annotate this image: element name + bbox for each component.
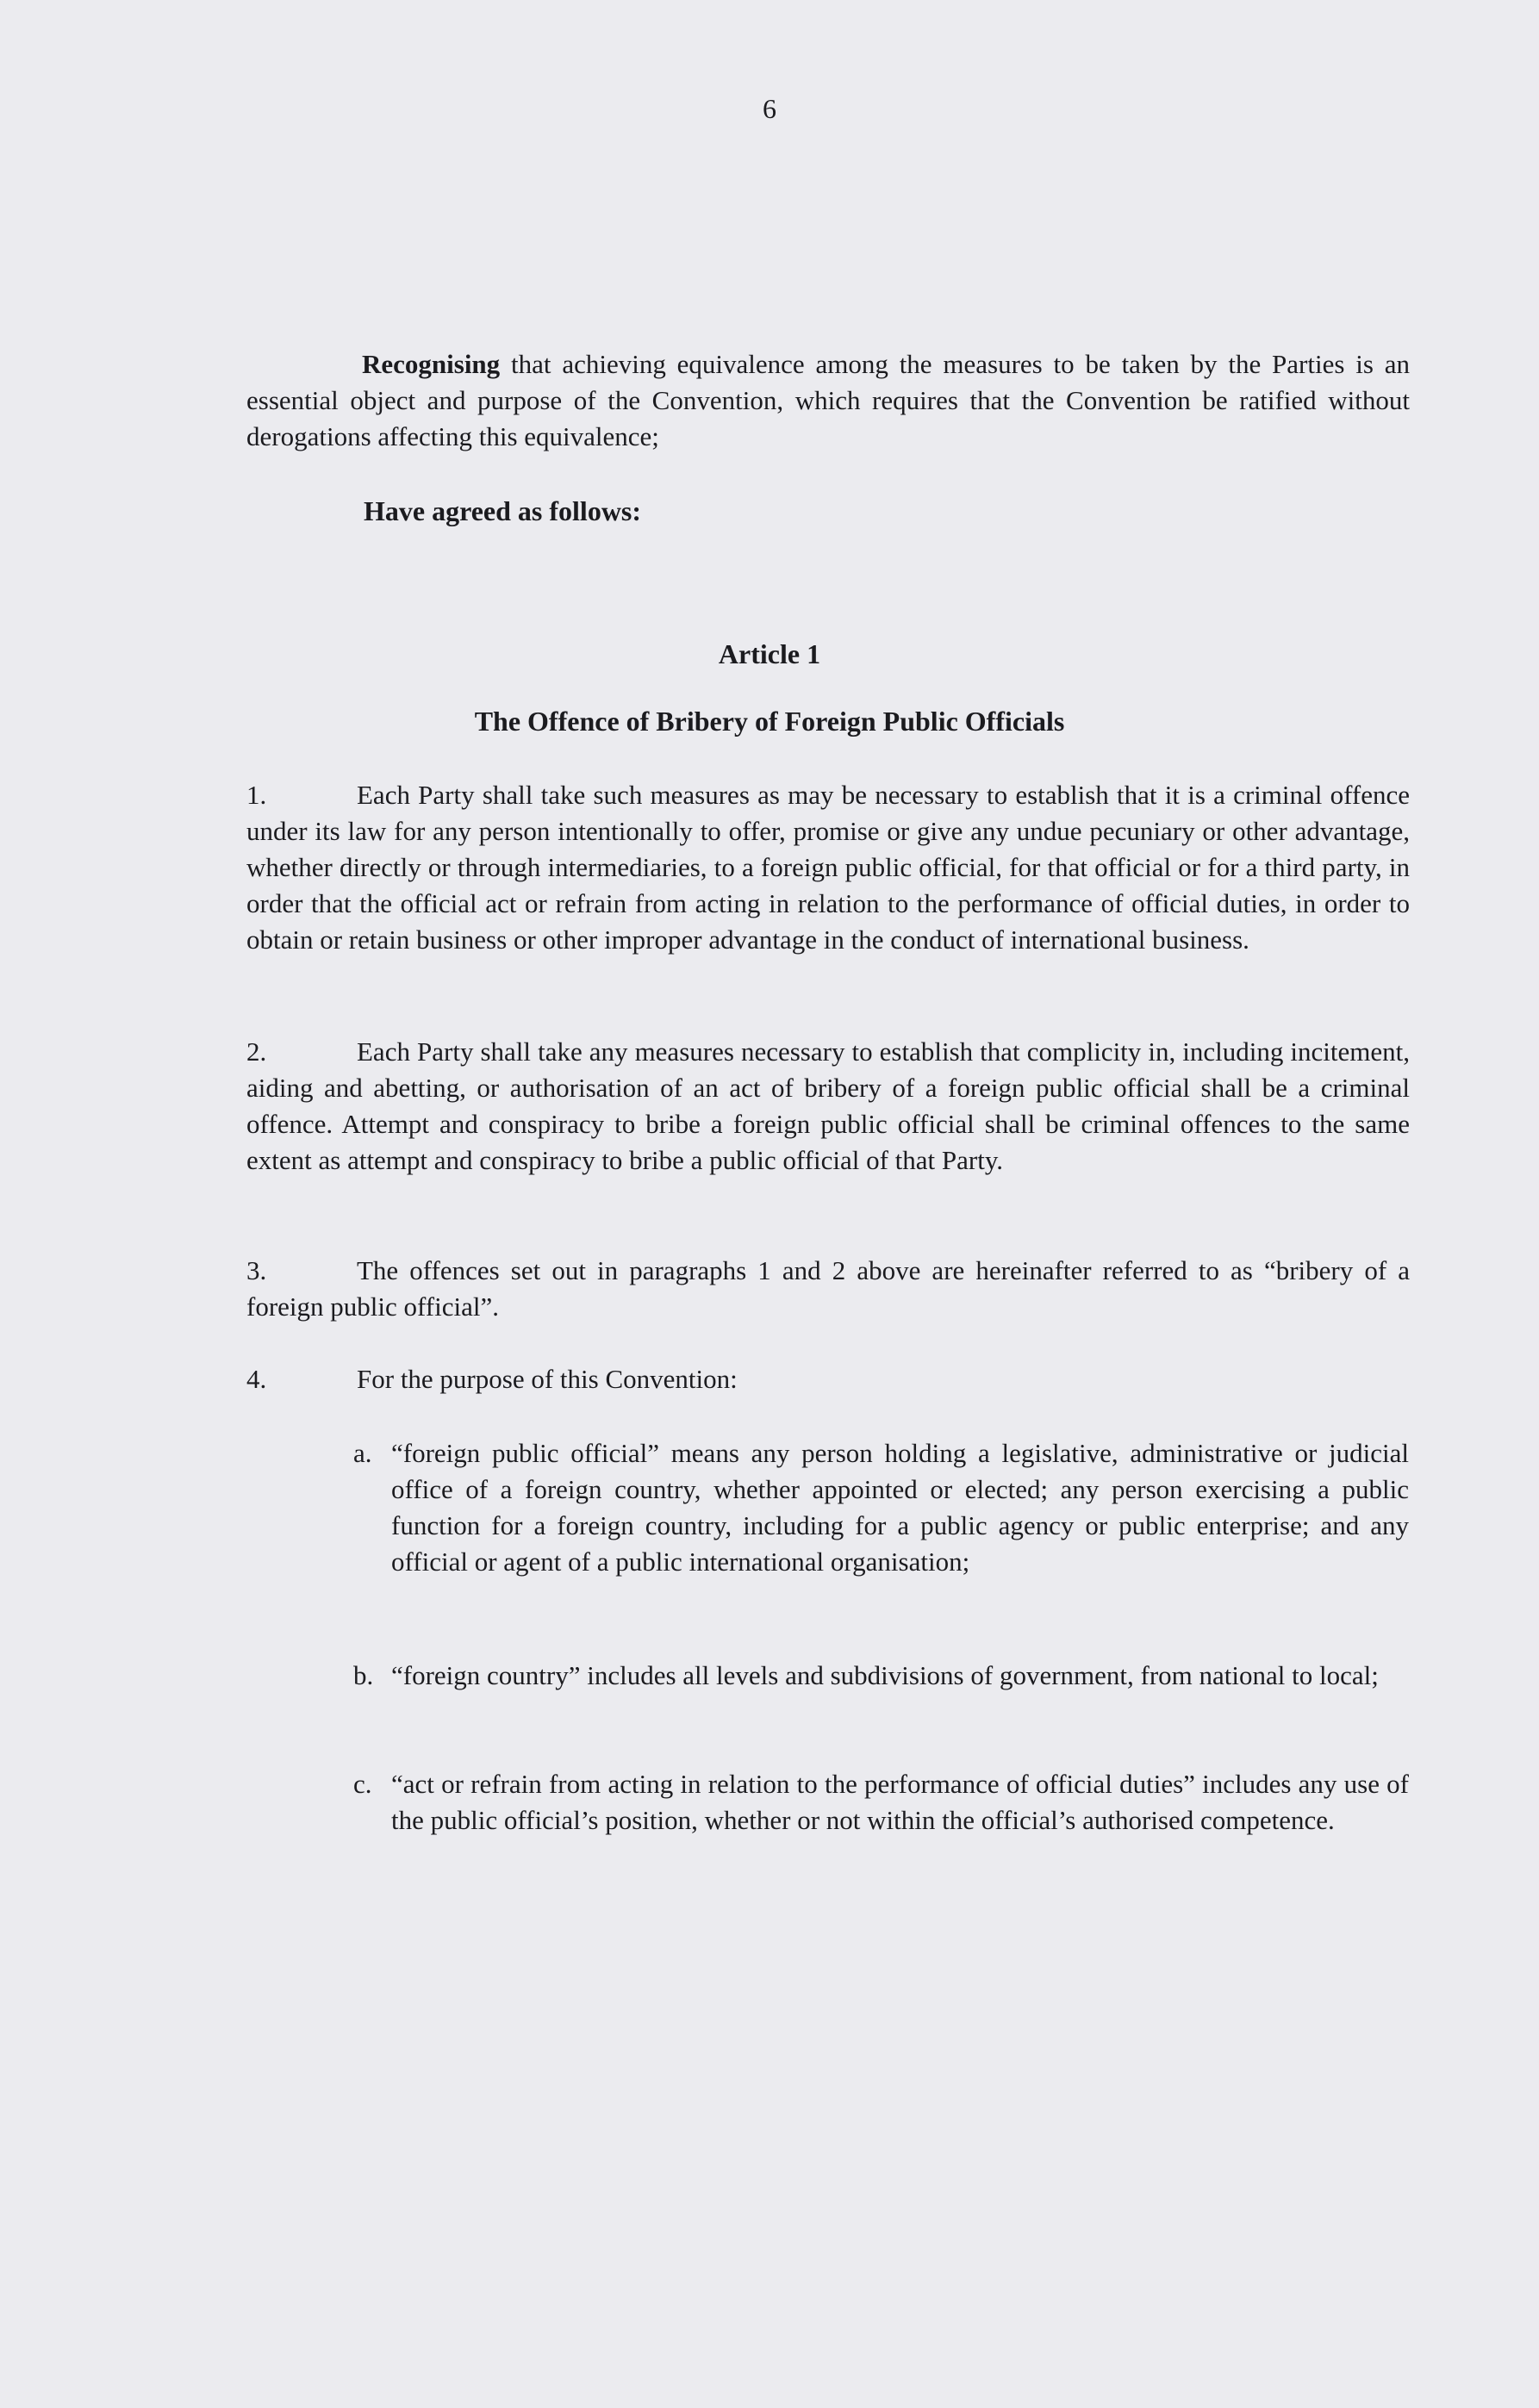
article-paragraph-2	[246, 1034, 1410, 1179]
definition-a	[353, 1435, 1409, 1580]
definition-label: c.	[353, 1769, 372, 1799]
definition-text: “foreign public official” means any person holding a legislative, administrative or judicial office of a foreign country, whether appointed or elected; any person exercising a public function for a foreign country, including for a public agency or public enterprise; and any official or agent of a public international organisation;	[391, 1438, 1409, 1577]
definition-label: a.	[353, 1438, 372, 1468]
article-paragraph-3	[246, 1253, 1410, 1325]
paragraph-number: 1.	[246, 780, 267, 810]
recognising-text: that achieving equivalence among the measures to be taken by the Parties is an essential object and purpose of the Convention, which requires that the Convention be ratified without derogations affecting this equivalence;	[246, 349, 1410, 451]
definition-label: b.	[353, 1660, 374, 1690]
definition-text: “act or refrain from acting in relation to the performance of official duties” includes any use of the public official’s position, whether or not within the official’s authorised competence.	[391, 1769, 1409, 1835]
page-number: 6	[763, 93, 776, 124]
paragraph-text: Each Party shall take any measures necessary to establish that complicity in, including incitement, aiding and abetting, or authorisation of an act of bribery of a foreign public official shall be a criminal offence. Attempt and conspiracy to bribe a foreign public official shall be criminal offences to the same extent as attempt and conspiracy to bribe a public official of that Party.	[246, 1036, 1410, 1175]
paragraph-number: 4.	[246, 1364, 267, 1394]
recognising-lead: Recognising	[362, 349, 501, 379]
article-title: The Offence of Bribery of Foreign Public Officials	[474, 706, 1065, 737]
paragraph-number: 3.	[246, 1255, 267, 1285]
definition-b	[353, 1658, 1409, 1694]
paragraph-text: Each Party shall take such measures as may be necessary to establish that it is a criminal offence under its law for any person intentionally to offer, promise or give any undue pecuniary or other advantage, whether directly or through intermediaries, to a foreign public official, for that official or for a third party, in order that the official act or refrain from acting in relation to the performance of official duties, in order to obtain or retain business or other improper advantage in the conduct of international business.	[246, 780, 1410, 955]
recognising-paragraph	[246, 346, 1410, 455]
article-heading: Article 1	[718, 638, 821, 669]
definition-text: “foreign country” includes all levels and subdivisions of government, from national to local;	[391, 1660, 1379, 1690]
paragraph-text: The offences set out in paragraphs 1 and 2 above are hereinafter referred to as “bribery of a foreign public official”.	[246, 1255, 1410, 1322]
article-paragraph-4	[246, 1361, 1410, 1397]
paragraph-text: For the purpose of this Convention:	[357, 1364, 738, 1394]
definition-c	[353, 1766, 1409, 1839]
paragraph-number: 2.	[246, 1036, 267, 1067]
article-paragraph-1	[246, 777, 1410, 958]
agreed-heading: Have agreed as follows:	[364, 495, 642, 526]
